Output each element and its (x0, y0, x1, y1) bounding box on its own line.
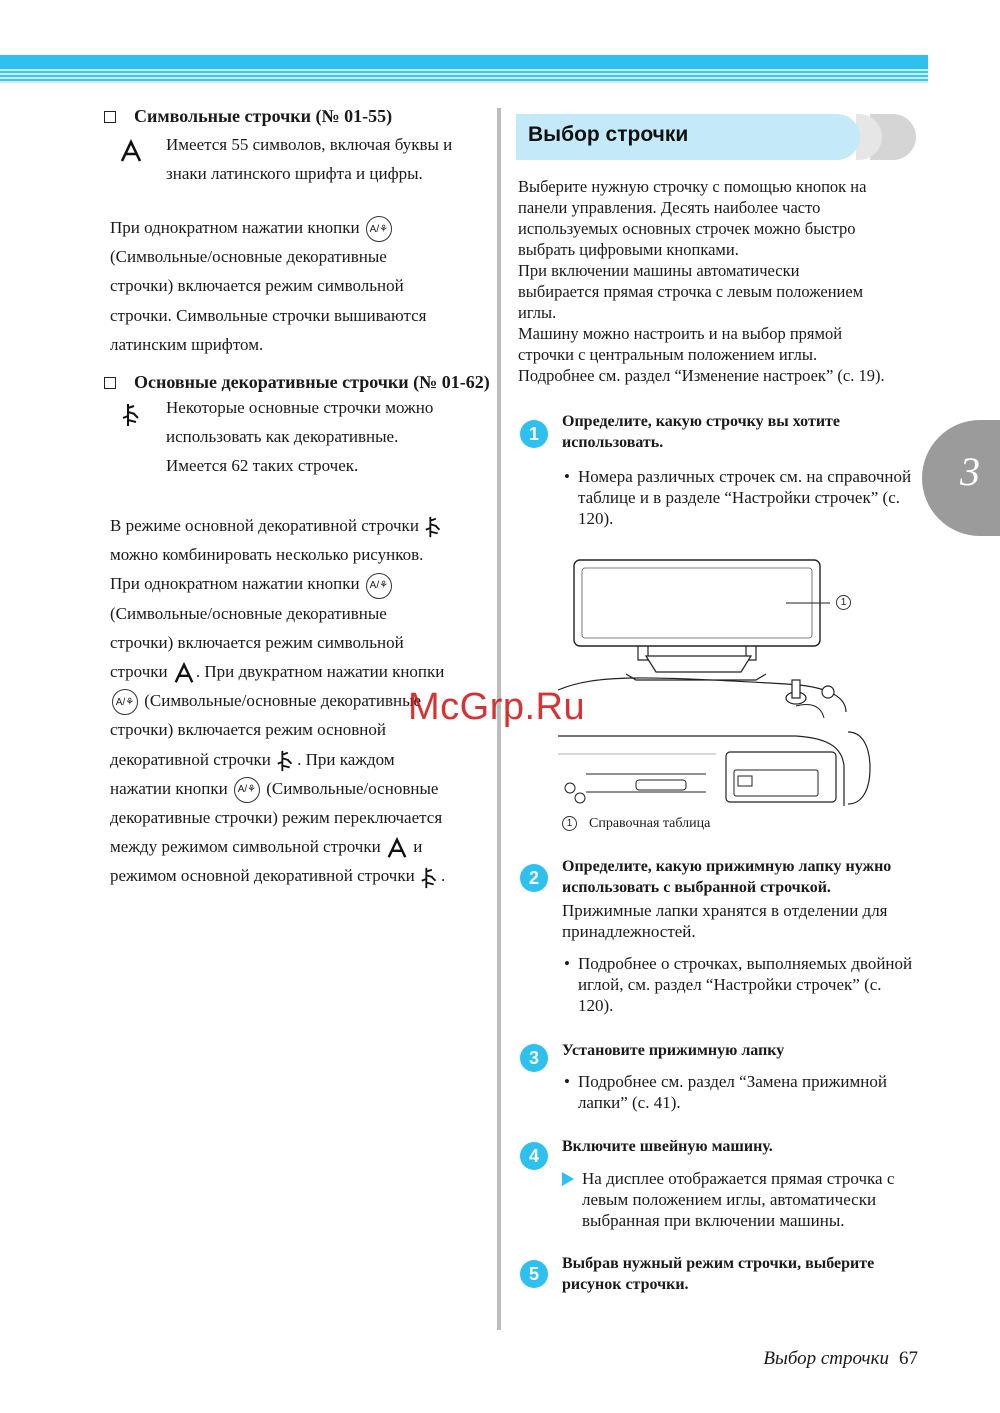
character-decorative-button-icon: A/⚘ (112, 689, 138, 715)
section-title: Символьные строчки (№ 01-55) (134, 106, 393, 126)
callout-1: 1 (836, 595, 851, 610)
text-line: и (413, 837, 423, 857)
step-4-badge: 4 (520, 1142, 548, 1170)
decorative-stitch-icon (120, 402, 144, 428)
text-line: При включении машины автоматически (518, 261, 800, 280)
text-line: строчки. Символьные строчки вышиваются (110, 305, 427, 325)
text-line: выбирается прямая строчка с левым положением (518, 282, 864, 301)
character-decorative-button-icon: A/⚘ (234, 777, 260, 803)
bullet-dot: • (564, 1072, 570, 1091)
step-4-title: Включите швейную машину. (562, 1138, 773, 1155)
text-line: При однократном нажатии кнопки (110, 574, 360, 594)
chapter-tab (922, 420, 1000, 536)
illustration-caption (562, 816, 710, 832)
text-line: декоративные строчки) режим переключается (110, 808, 443, 828)
header-stripe-solid (0, 55, 928, 69)
intro-text (518, 176, 918, 386)
text-line: . При каждом (297, 749, 395, 769)
page-footer (763, 1348, 918, 1370)
character-stitch-icon (172, 661, 196, 685)
step-5-badge: 5 (520, 1260, 548, 1288)
text-line: иглы. (518, 303, 557, 322)
text-line: панели управления. Десять наиболее часто (518, 198, 821, 217)
bullet-dot: • (564, 954, 570, 973)
page-title: Выбор строчки (528, 123, 689, 146)
text-line: (Символьные/основные декоративные (144, 691, 422, 711)
text-line: строчки) включается режим символьной (110, 276, 404, 296)
character-decorative-button-icon: A/⚘ (366, 216, 392, 242)
checkbox-icon (104, 111, 116, 123)
text-line: Выберите нужную строчку с помощью кнопок на (518, 177, 867, 196)
text-line: . При двукратном нажатии кнопки (195, 662, 445, 682)
text-line: (Символьные/основные (266, 778, 439, 798)
text-line: декоративной строчки (110, 749, 271, 769)
text-line: выбрать цифровыми кнопками. (518, 240, 739, 259)
step-2-badge: 2 (520, 864, 548, 892)
character-stitch-icon (385, 836, 409, 860)
step-3-title: Установите прижимную лапку (562, 1042, 785, 1059)
paragraph-1 (110, 213, 490, 359)
bullet-text: Номера различных строчек см. на справочной таблице и в разделе “Настройки строчек” (с. 120). (577, 467, 912, 528)
text-line: режимом основной декоративной строчки (110, 866, 415, 886)
character-stitch-icon (118, 138, 144, 164)
step-1-badge: 1 (520, 420, 548, 448)
page-number: 67 (899, 1348, 918, 1369)
bullet-text: Подробнее о строчках, выполняемых двойной иглой, см. раздел “Настройки строчек” (с. 120). (577, 954, 913, 1015)
step-1-bullet (564, 466, 916, 529)
section1-desc (166, 130, 452, 188)
bullet-text: Подробнее см. раздел “Замена прижимной лапки” (с. 41). (577, 1072, 887, 1112)
text-line: нажатии кнопки (110, 778, 228, 798)
section-title-bar (516, 114, 860, 160)
chapter-number: 3 (960, 449, 980, 494)
text-line: При однократном нажатии кнопки (110, 218, 360, 237)
result-arrow-icon (562, 1172, 574, 1186)
text-line: знаки латинского шрифта и цифры. (166, 164, 423, 183)
step-2-body: Прижимные лапки хранятся в отделении для принадлежностей. (562, 901, 888, 941)
text-line: строчки (110, 662, 168, 682)
character-decorative-button-icon: A/⚘ (366, 573, 392, 599)
text-line: между режимом символьной строчки (110, 837, 381, 857)
step-4-result (562, 1168, 922, 1231)
checkbox-icon (104, 377, 116, 389)
caption-text: Справочная таблица (589, 816, 711, 831)
decorative-stitch-icon (423, 515, 445, 539)
step-2-bullet (564, 953, 916, 1016)
result-text: На дисплее отображается прямая строчка с левым положением иглы, автоматически выбранная при включении машины. (582, 1169, 895, 1230)
step-5-title: Выбрав нужный режим строчки, выберите рисунок строчки. (562, 1255, 875, 1293)
text-line: . (440, 866, 446, 886)
text-line: Имеется 62 таких строчек. (166, 456, 359, 475)
text-line: можно комбинировать несколько рисунков. (110, 545, 424, 565)
section2-desc (166, 393, 433, 480)
text-line: строчки) включается режим символьной (110, 632, 404, 652)
sewing-machine-illustration (556, 556, 886, 806)
watermark: McGrp.Ru (408, 686, 586, 728)
footer-title: Выбор строчки (763, 1348, 889, 1369)
step-2-title: Определите, какую прижимную лапку нужно использовать с выбранной строчкой. (562, 858, 892, 896)
text-line: (Символьные/основные декоративные (110, 603, 387, 623)
text-line: (Символьные/основные декоративные (110, 247, 387, 267)
text-line: используемых основных строчек можно быстро (518, 219, 856, 238)
step-3-badge: 3 (520, 1044, 548, 1072)
text-line: В режиме основной декоративной строчки (110, 516, 419, 535)
bullet-dot: • (564, 467, 570, 486)
text-line: Машину можно настроить и на выбор прямой (518, 324, 843, 343)
text-line: строчки с центральным положением иглы. (518, 345, 818, 364)
decorative-stitch-icon (275, 749, 297, 773)
decorative-stitch-icon (419, 866, 441, 890)
section-header-decorative-stitches (104, 372, 490, 393)
step-3-bullet (564, 1071, 916, 1113)
caption-number: 1 (562, 816, 577, 831)
text-line: использовать как декоративные. (166, 427, 399, 446)
text-line: Некоторые основные строчки можно (166, 398, 434, 417)
section-header-character-stitches (104, 106, 392, 127)
text-line: Подробнее см. раздел “Изменение настроек” (с. 19). (518, 366, 885, 385)
section-title: Основные декоративные строчки (№ 01-62) (134, 372, 490, 392)
text-line: Имеется 55 символов, включая буквы и (166, 135, 453, 154)
text-line: строчки) включается режим основной (110, 720, 386, 740)
text-line: латинским шрифтом. (110, 334, 264, 354)
step-1-title: Определите, какую строчку вы хотите использовать. (562, 413, 841, 451)
